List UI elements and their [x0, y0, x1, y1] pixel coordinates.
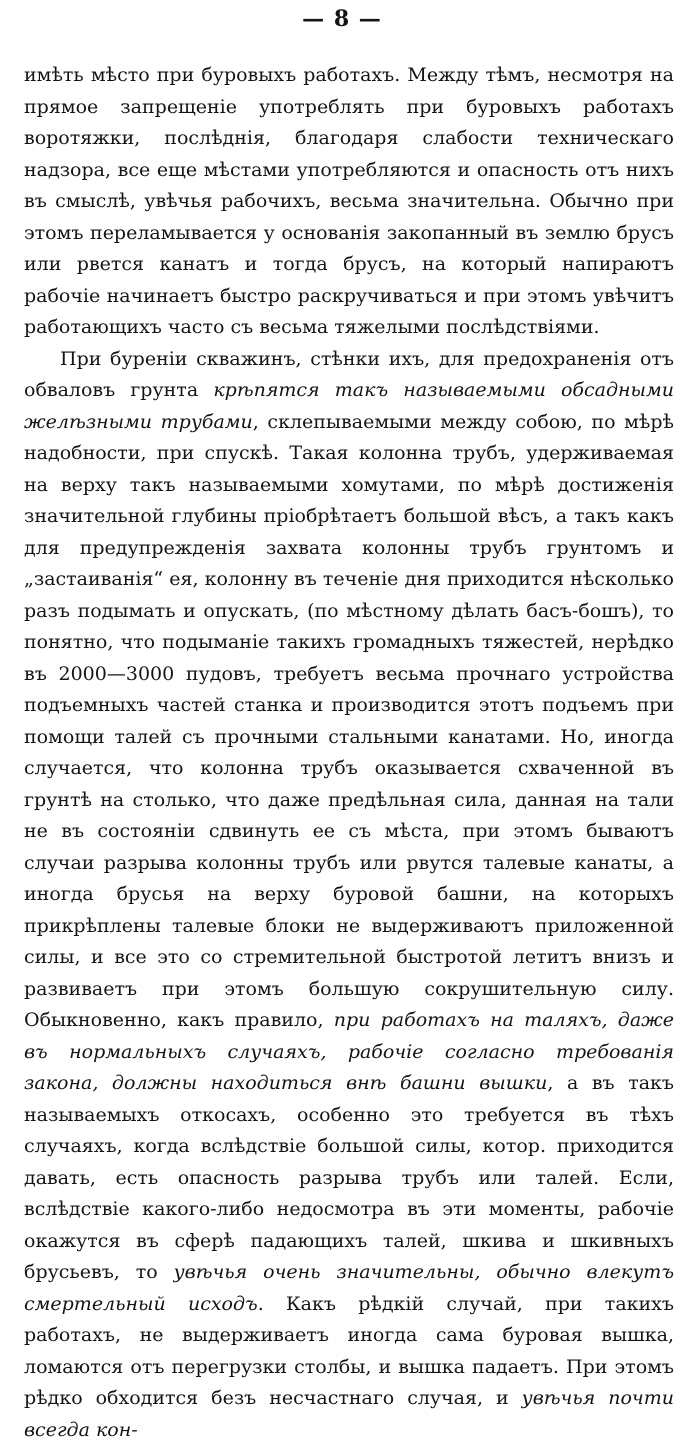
paragraph-2-emphasis-2: при работахъ на таляхъ, даже въ нормальныхъ случаяхъ, рабочіе согласно требованія закона, должны находиться внѣ башни вышки: [24, 1009, 674, 1094]
paragraph-2-emphasis-1: крѣпятся такъ называемыми обсадными желѣзными трубами: [24, 379, 674, 433]
paragraph-2-text-1: При буреніи скважинъ, стѣнки ихъ, для предохраненія отъ обваловъ грунта: [24, 348, 674, 402]
paragraph-2-emphasis-4: увѣчья почти всегда кон-: [24, 1387, 674, 1441]
paragraph-2-text-3: , а въ такъ называемыхъ откосахъ, особенно это требуется въ тѣхъ случаяхъ, когда вслѣдствіе большой силы, котор. приходится давать, есть опасность разрыва трубъ или талей. Если, вслѣдствіе какого-либо недосмотра въ эти моменты, рабочіе окажутся въ сферѣ падающихъ талей, шкива и шкивныхъ брусьевъ, то: [24, 1072, 674, 1283]
body-text: [24, 60, 674, 1446]
page-number: — 8 —: [0, 6, 684, 32]
paragraph-2-emphasis-3: увѣчья очень значительны, обычно влекутъ смертельный исходъ: [24, 1261, 674, 1315]
paragraph-2-text-4: . Какъ рѣдкій случай, при такихъ работахъ, не выдерживаетъ иногда сама буровая вышка, ломаются отъ перегрузки столбы, и вышка падаетъ. При этомъ рѣдко обходится безъ несчастнаго случая, и: [24, 1293, 674, 1410]
paragraph-2: [24, 344, 674, 1446]
paragraph-2-text-2: , склепываемыми между собою, по мѣрѣ надобности, при спускѣ. Такая колонна трубъ, удерживаемая на верху такъ называемыми хомутами, по мѣрѣ достиженія значительной глубины пріобрѣтаетъ большой вѣсъ, а такъ какъ для предупрежденія захвата колонны трубъ грунтомъ и „застаиванія“ ея, колонну въ теченіе дня приходится нѣсколько разъ подымать и опускать, (по мѣстному дѣлать басъ-бошъ), то понятно, что подыманіе такихъ громадныхъ тяжестей, нерѣдко въ 2000—3000 пудовъ, требуетъ весьма прочнаго устройства подъемныхъ частей станка и производится этотъ подъемъ при помощи талей съ прочными стальными канатами. Но, иногда случается, что колонна трубъ оказывается схваченной въ грунтѣ на столько, что даже предѣльная сила, данная на тали не въ состояніи сдвинуть ее съ мѣста, при этомъ бываютъ случаи разрыва колонны трубъ или рвутся талевые канаты, а иногда брусья на верху буровой башни, на которыхъ прикрѣплены талевые блоки не выдерживаютъ приложенной силы, и все это со стремительной быстротой летитъ внизъ и развиваетъ при этомъ большую сокрушительную силу. Обыкновенно, какъ правило,: [24, 411, 674, 1032]
paragraph-1: имѣть мѣсто при буровыхъ работахъ. Между тѣмъ, несмотря на прямое запрещеніе употреблять при буровыхъ работахъ воротяжки, послѣднія, благодаря слабости техническаго надзора, все еще мѣстами употребляются и опасность отъ нихъ въ смыслѣ, увѣчья рабочихъ, весьма значительна. Обычно при этомъ переламывается у основанія закопанный въ землю брусъ или рвется канатъ и тогда брусъ, на который напираютъ рабочіе начинаетъ быстро раскручиваться и при этомъ увѣчитъ работающихъ часто съ весьма тяжелыми послѣдствіями.: [24, 60, 674, 344]
